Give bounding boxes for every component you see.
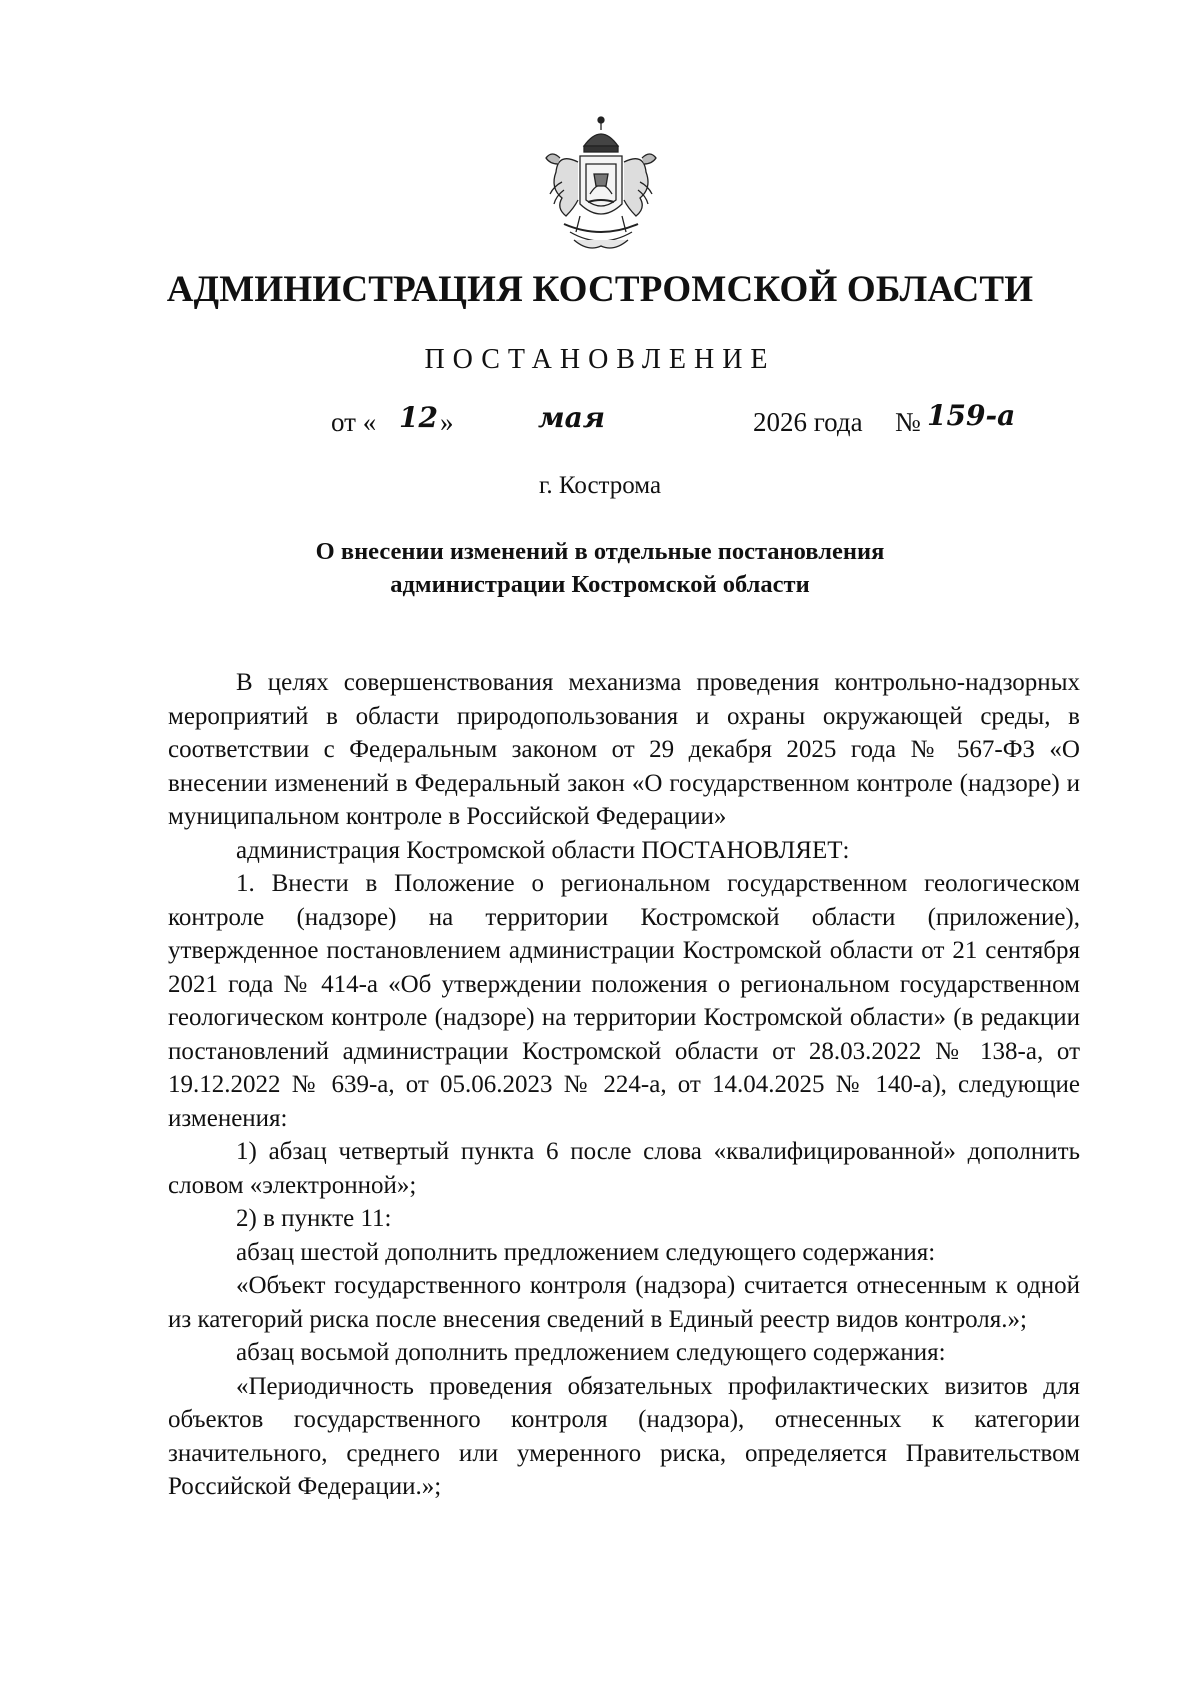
item-1-2-paragraph: 2) в пункте 11: [236, 1205, 392, 1232]
preamble-paragraph: В целях совершенствования механизма проведения контрольно-надзорных мероприятий в области природопользования и охраны окружающей среды, в соответствии с Федеральным законом от 29 декабря 2025 года № 567-ФЗ «О внесении изменений в Федеральный закон «О государственном контроле (надзоре) и муниципальном контроле в Российской Федерации» [168, 669, 1080, 830]
resolves-paragraph: администрация Костромской области ПОСТАНОВЛЯЕТ: [236, 836, 850, 864]
date-line [0, 399, 1200, 445]
paragraph-eight-text: «Периодичность проведения обязательных профилактических визитов для объектов государственного контроля (надзора), отнесенных к категории значительного, среднего или умеренного риска, определяется Правительством Российской Федерации.»; [168, 1372, 1080, 1500]
paragraph-eight-intro: абзац восьмой дополнить предложением следующего содержания: [236, 1339, 946, 1366]
date-prefix: от « [331, 407, 377, 437]
document-type: ПОСТАНОВЛЕНИЕ [424, 344, 776, 375]
number-sign: № [895, 407, 921, 437]
document-number: 159-а [927, 399, 1016, 432]
item-1-1-paragraph: 1) абзац четвертый пункта 6 после слова «квалифицированной» дополнить словом «электронной»; [168, 1138, 1080, 1199]
item-1-paragraph: 1. Внести в Положение о региональном государственном геологическом контроле (надзоре) на территории Костромской области (приложение), утвержденное постановлением администрации Костромской области от 21 сентября 2021 года № 414-а «Об утверждении положения о региональном государственном геологическом контроле (надзоре) на территории Костромской области» (в редакции постановлений администрации Костромской области от 28.03.2022 № 138-а, от 19.12.2022 № 639-а, от 05.06.2023 № 224-а, от 14.04.2025 № 140-а), следующие изменения: [168, 870, 1080, 1132]
document-body [168, 666, 1080, 1504]
date-year: 2026 года [753, 407, 863, 437]
paragraph-six-intro: абзац шестой дополнить предложением следующего содержания: [236, 1238, 936, 1266]
coat-of-arms-icon [540, 112, 662, 262]
date-month: мая [538, 401, 606, 434]
city: г. Кострома [538, 472, 662, 499]
document-subject [230, 535, 970, 601]
paragraph-six-text: «Объект государственного контроля (надзора) считается отнесенным к одной из категорий риска после внесения сведений в Единый реестр видов контроля.»; [168, 1272, 1080, 1333]
organization-title: АДМИНИСТРАЦИЯ КОСТРОМСКОЙ ОБЛАСТИ [166, 269, 1034, 310]
subject-line-2: администрации Костромской области [390, 571, 810, 598]
date-day-close: » [440, 407, 454, 437]
date-day: 12 [399, 401, 438, 434]
subject-line-1: О внесении изменений в отдельные постановления [315, 538, 885, 565]
